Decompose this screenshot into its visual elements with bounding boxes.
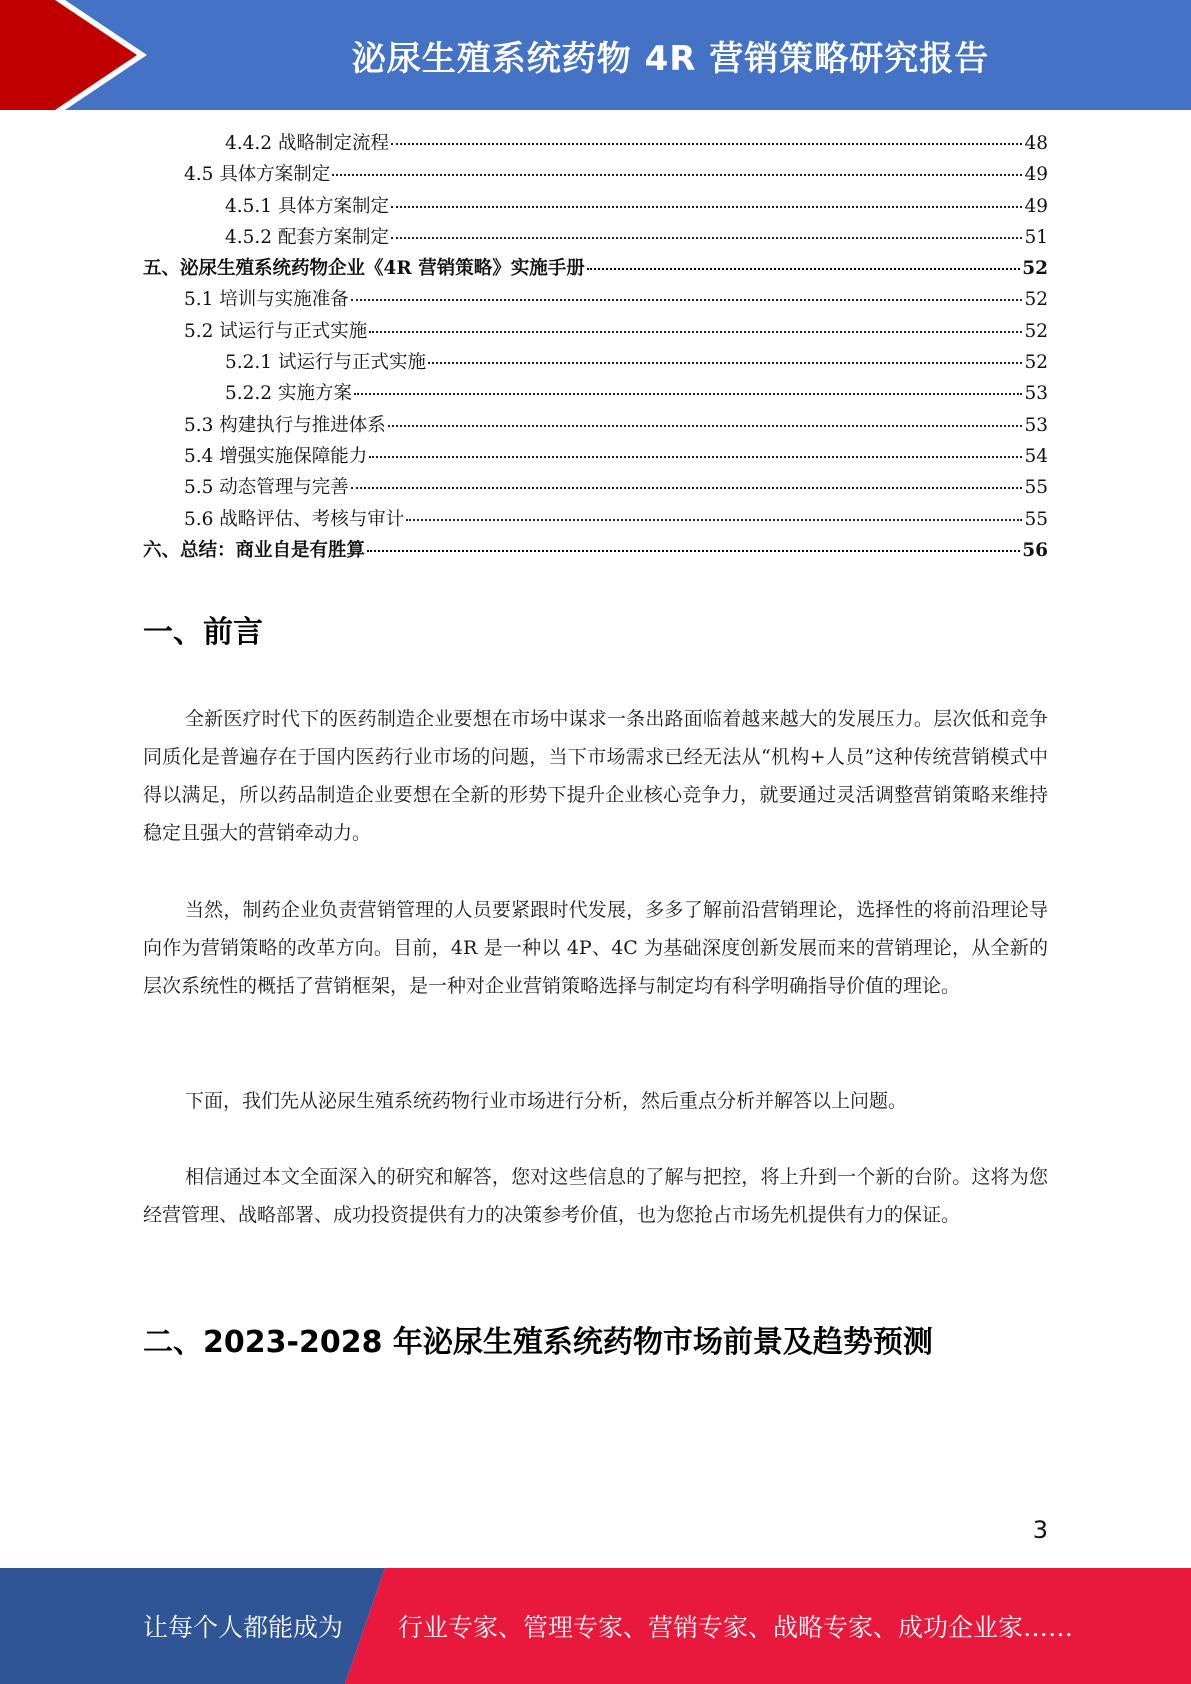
toc-entry[interactable] [143, 222, 1048, 253]
footer-slogan-right: 行业专家、管理专家、营销专家、战略专家、成功企业家…… [398, 1613, 1074, 1642]
toc-entry-page: 49 [1024, 164, 1048, 186]
toc-entry-page: 55 [1024, 477, 1048, 499]
toc-entry-page: 52 [1024, 352, 1048, 374]
body-paragraph: 下面，我们先从泌尿生殖系统药物行业市场进行分析，然后重点分析并解答以上问题。 [185, 1090, 908, 1112]
toc-entry-label: 4.5.1 具体方案制定 [225, 195, 389, 217]
toc-leader-dots [351, 487, 1023, 489]
body-paragraph: 相信通过本文全面深入的研究和解答，您对这些信息的了解与把控，将上升到一个新的台阶。这将为您经营管理、战略部署、成功投资提供有力的决策参考价值，也为您抢占市场先机提供有力的保证。 [143, 1166, 1048, 1226]
toc-entry[interactable] [143, 191, 1048, 222]
toc-leader-dots [367, 550, 1020, 552]
toc-entry[interactable] [143, 253, 1048, 284]
toc-entry-label: 5.4 增强实施保障能力 [184, 445, 368, 467]
toc-leader-dots [391, 237, 1022, 239]
toc-entry-page: 52 [1024, 320, 1048, 342]
toc-entry-page: 56 [1022, 539, 1048, 561]
toc-entry[interactable] [143, 535, 1048, 566]
toc-leader-dots [428, 362, 1022, 364]
toc-entry-label: 5.2.2 实施方案 [225, 383, 352, 405]
toc-entry[interactable] [143, 284, 1048, 315]
toc-entry-label: 4.4.2 战略制定流程 [225, 133, 389, 154]
toc-entry[interactable] [143, 347, 1048, 378]
toc-entry-page: 53 [1024, 414, 1048, 436]
toc-leader-dots [354, 393, 1023, 395]
toc-entry-page: 52 [1022, 258, 1048, 280]
toc-entry[interactable] [143, 472, 1048, 503]
table-of-contents [143, 128, 1048, 566]
toc-leader-dots [369, 456, 1022, 458]
toc-entry-label: 4.5.2 配套方案制定 [225, 226, 389, 248]
toc-entry-page: 52 [1024, 289, 1048, 311]
page-header [0, 0, 1191, 110]
toc-entry-label: 5.1 培训与实施准备 [184, 289, 349, 311]
toc-entry[interactable] [143, 441, 1048, 472]
forecast-heading: 二、2023-2028 年泌尿生殖系统药物市场前景及趋势预测 [143, 1325, 933, 1360]
toc-entry-page: 53 [1024, 383, 1048, 405]
toc-entry-label: 五、泌尿生殖系统药物企业《4R 营销策略》实施手册 [143, 258, 585, 280]
toc-leader-dots [406, 519, 1022, 521]
toc-entry-label: 5.3 构建执行与推进体系 [184, 414, 386, 436]
toc-entry-label: 4.5 具体方案制定 [184, 164, 331, 186]
toc-entry-label: 5.5 动态管理与完善 [184, 477, 349, 499]
toc-leader-dots [332, 174, 1022, 176]
toc-entry[interactable] [143, 159, 1048, 190]
toc-entry[interactable] [143, 128, 1048, 159]
toc-leader-dots [587, 268, 1021, 270]
page-number: 3 [1032, 1516, 1048, 1544]
body-paragraph: 全新医疗时代下的医药制造企业要想在市场中谋求一条出路面临着越来越大的发展压力。层次低和竞争同质化是普遍存在于国内医药行业市场的问题，当下市场需求已经无法从“机构+人员”这种传统营销模式中得以满足，所以药品制造企业要想在全新的形势下提升企业核心竞争力，就要通过灵活调整营销策略来维持稳定且强大的营销牵动力。 [143, 708, 1048, 844]
toc-leader-dots [351, 299, 1023, 301]
toc-leader-dots [391, 143, 1022, 145]
preface-heading: 一、前言 [143, 615, 263, 650]
toc-entry[interactable] [143, 410, 1048, 441]
toc-entry[interactable] [143, 378, 1048, 409]
toc-leader-dots [388, 425, 1023, 427]
toc-entry-label: 5.2 试运行与正式实施 [184, 320, 368, 342]
toc-entry[interactable] [143, 316, 1048, 347]
toc-entry-label: 5.2.1 试运行与正式实施 [225, 352, 426, 374]
toc-entry-page: 55 [1024, 508, 1048, 530]
page-footer [0, 1568, 1191, 1684]
toc-entry[interactable] [143, 504, 1048, 535]
toc-entry-page: 51 [1024, 226, 1048, 248]
toc-entry-label: 5.6 战略评估、考核与审计 [184, 508, 405, 530]
footer-slogan-left: 让每个人都能成为 [143, 1613, 344, 1642]
toc-leader-dots [369, 331, 1022, 333]
toc-entry-page: 54 [1024, 445, 1048, 467]
report-title: 泌尿生殖系统药物 4R 营销策略研究报告 [351, 38, 990, 79]
body-paragraph: 当然，制药企业负责营销管理的人员要紧跟时代发展，多多了解前沿营销理论，选择性的将前沿理论导向作为营销策略的改革方向。目前，4R 是一种以 4P、4C 为基础深度创新发展而来的营销理论，从全新的层次系统性的概括了营销框架，是一种对企业营销策略选择与制定均有科学明确指导价值的理论。 [143, 899, 1048, 997]
toc-entry-page: 49 [1024, 195, 1048, 217]
toc-leader-dots [391, 206, 1022, 208]
toc-entry-page: 48 [1024, 133, 1048, 154]
toc-entry-label: 六、总结：商业自是有胜算 [143, 539, 366, 561]
